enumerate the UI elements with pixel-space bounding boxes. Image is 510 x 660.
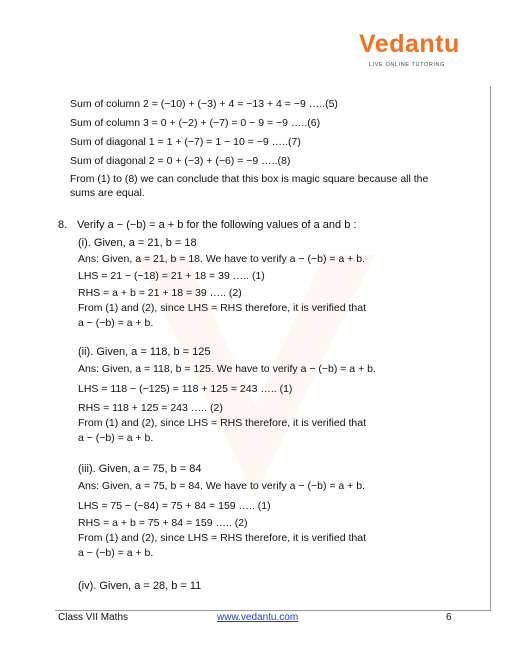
part-1-from: From (1) and (2), since LHS = RHS therefore, it is verified that [78, 302, 366, 314]
part-4-heading: (iv). Given, a = 28, b = 11 [78, 580, 202, 592]
part-1-final: a − (−b) = a + b. [78, 317, 154, 329]
part-3-final: a − (−b) = a + b. [78, 547, 154, 559]
question-number: 8. [58, 219, 68, 231]
sum-diagonal-2: Sum of diagonal 2 = 0 + (−3) + (−6) = −9 …..(8) [70, 155, 291, 167]
conclusion-line-1: From (1) to (8) we can conclude that this box is magic square because all the [70, 173, 429, 185]
part-3-rhs: RHS = a + b = 75 + 84 = 159 ….. (2) [78, 517, 248, 529]
footer-website-link[interactable]: www.vedantu.com [217, 612, 299, 623]
part-2-heading: (ii). Given, a = 118, b = 125 [78, 346, 211, 358]
part-2-rhs: RHS = 118 + 125 = 243 ….. (2) [78, 402, 223, 414]
part-2-answer: Ans: Given, a = 118, b = 125. We have to verify a − (−b) = a + b. [78, 363, 376, 375]
part-1-rhs: RHS = a + b = 21 + 18 = 39 ….. (2) [78, 287, 242, 299]
logo-tagline: LIVE ONLINE TUTORING [369, 62, 445, 68]
part-3-from: From (1) and (2), since LHS = RHS therefore, it is verified that [78, 532, 366, 544]
part-1-lhs: LHS = 21 − (−18) = 21 + 18 = 39 ….. (1) [78, 270, 265, 282]
part-1-answer: Ans: Given, a = 21, b = 18. We have to verify a − (−b) = a + b. [78, 253, 365, 265]
sum-column-3: Sum of column 3 = 0 + (−2) + (−7) = 0 − 9 = −9 …..(6) [70, 117, 321, 129]
page-number: 6 [446, 612, 452, 623]
sum-column-2: Sum of column 2 = (−10) + (−3) + 4 = −13 + 4 = −9 …..(5) [70, 98, 338, 110]
footer-class-label: Class VII Maths [58, 612, 129, 623]
logo-wordmark: Vedantu [359, 30, 460, 58]
question-text: Verify a − (−b) = a + b for the following values of a and b : [77, 219, 357, 231]
part-3-heading: (iii). Given, a = 75, b = 84 [78, 463, 202, 475]
part-2-final: a − (−b) = a + b. [78, 432, 154, 444]
part-3-answer: Ans: Given, a = 75, b = 84. We have to verify a − (−b) = a + b. [78, 480, 365, 492]
part-2-lhs: LHS = 118 − (−125) = 118 + 125 = 243 ….. (1) [78, 383, 293, 395]
part-2-from: From (1) and (2), since LHS = RHS therefore, it is verified that [78, 417, 366, 429]
vedantu-logo [355, 24, 475, 74]
sum-diagonal-1: Sum of diagonal 1 = 1 + (−7) = 1 − 10 = −9 …..(7) [70, 136, 301, 148]
conclusion-line-2: sums are equal. [70, 187, 145, 199]
part-3-lhs: LHS = 75 − (−84) = 75 + 84 = 159 ….. (1) [78, 500, 271, 512]
part-1-heading: (i). Given, a = 21, b = 18 [78, 237, 197, 249]
